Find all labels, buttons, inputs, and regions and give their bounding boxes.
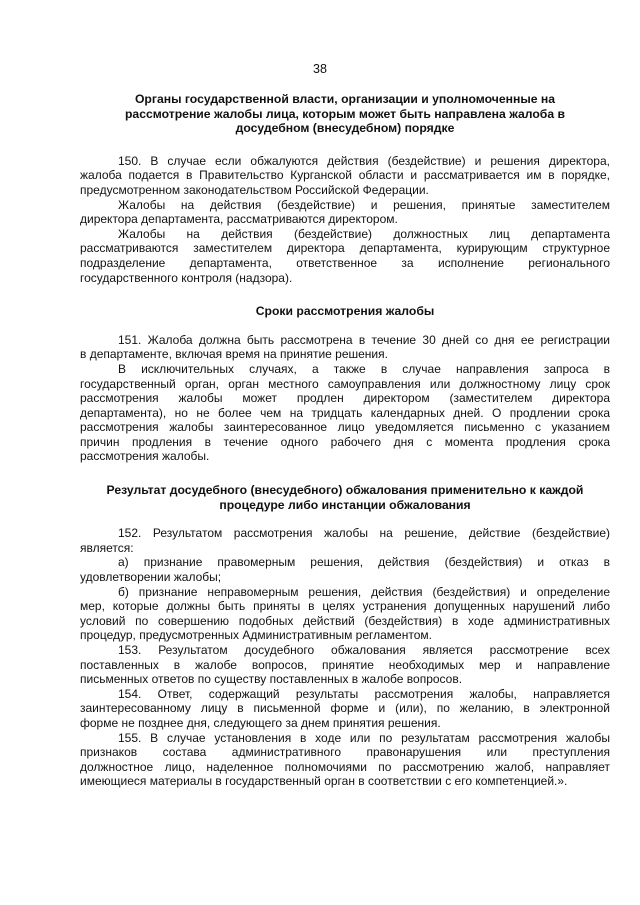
heading-line: досудебном (внесудебном) порядке (235, 121, 455, 136)
paragraph-line: заинтересованному лицу в письменной форме и (или), по желанию, в электронной (80, 701, 610, 716)
document-body (80, 92, 610, 789)
section-heading-review-deadlines (80, 304, 610, 319)
heading-line: Результат досудебного (внесудебного) обжалования применительно к каждой (106, 483, 584, 498)
paragraph-line: рассмотрения жалобы заинтересованное лицо уведомляется письменно с указанием (80, 420, 610, 435)
paragraph-line: 153. Результатом досудебного обжалования является рассмотрение всех (118, 643, 610, 657)
paragraph-line: департамента), но не более чем на тридцать календарных дней. О продлении срока (80, 405, 610, 420)
paragraph-line: б) признание неправомерным решения, действия (бездействия) и определение (118, 584, 610, 599)
section-text-review-deadlines (80, 333, 610, 464)
paragraph-line: удовлетворении жалобы; (80, 570, 222, 585)
page-number: 38 (313, 62, 327, 76)
paragraph-line: 152. Результатом рассмотрения жалобы на решение, действие (бездействие) (118, 526, 610, 541)
paragraph-line: процедур, предусмотренных Административным регламентом. (80, 628, 432, 643)
paragraph-line: мер, которые должны быть приняты в целях устранения допущенных нарушений либо (80, 599, 610, 614)
paragraph-line: Жалобы на действия (бездействие) и решения, принятые заместителем (118, 197, 610, 212)
heading-line: рассмотрение жалобы лица, которым может быть направлена жалоба в (124, 106, 565, 121)
paragraph-line: имеющиеся материалы в государственный орган в соответствии с его компетенцией.». (80, 774, 568, 789)
paragraph-line: 150. В случае если обжалуются действия (бездействие) и решения директора, (118, 153, 610, 168)
paragraph-line: признаков состава административного правонарушения или преступления (80, 745, 610, 760)
paragraph-line: государственного контроля (надзора). (80, 270, 293, 285)
heading-line: процедуре либо инстанции обжалования (219, 497, 471, 512)
paragraph-line: директора департамента, рассматриваются директором. (80, 212, 398, 227)
section-text-appeal-result (80, 526, 610, 789)
paragraph-line: письменных ответов по существу поставленных в жалобе вопросов. (80, 672, 463, 687)
paragraph-line: 155. В случае установления в ходе или по результатам рассмотрения жалобы (118, 730, 610, 745)
section-heading-appeal-result (80, 483, 610, 512)
paragraph-line: является: (80, 540, 134, 555)
paragraph-line: подразделение департамента, ответственное за исполнение регионального (80, 255, 610, 270)
paragraph-line: причин продления в течение одного рабочего дня с момента продления срока (80, 434, 610, 449)
paragraph-line: должностное лицо, наделенное полномочиями по рассмотрению жалоб, направляет (80, 759, 610, 774)
paragraph-line: условий по совершению подобных действий (бездействия) в ходе административных (80, 613, 610, 628)
paragraph-line: 154. Ответ, содержащий результаты рассмотрения жалобы, направляется (118, 686, 610, 701)
paragraph-line: поставленных в жалобе вопросов, принятие необходимых мер и направление (80, 657, 610, 672)
paragraph-line: жалоба подается в Правительство Курганской области и рассматривается им в порядке, (80, 168, 610, 183)
paragraph-line: рассмотрения жалобы. (80, 449, 210, 464)
paragraph-line: в департаменте, включая время на принятие решения. (80, 347, 388, 362)
paragraph-line: а) признание правомерным решения, действия (бездействия) и отказ в (118, 555, 610, 570)
section-heading-complaint-authorities (80, 92, 610, 136)
heading-line: Органы государственной власти, организации и уполномоченные на (134, 92, 556, 106)
paragraph-line: рассматриваются заместителем директора департамента, курирующим структурное (80, 241, 610, 256)
paragraph-line: Жалобы на действия (бездействие) должностных лиц департамента (118, 226, 610, 241)
paragraph-line: рассмотрения жалобы может продлен директором (заместителем директора (80, 391, 610, 406)
section-text-complaint-authorities (80, 154, 610, 285)
paragraph-line: предусмотренном законодательством Российской Федерации. (80, 182, 429, 197)
paragraph-line: 151. Жалоба должна быть рассмотрена в течение 30 дней со дня ее регистрации (118, 332, 610, 347)
paragraph-line: форме не позднее дня, следующего за днем принятия решения. (80, 715, 441, 730)
paragraph-line: В исключительных случаях, а также в случае направления запроса в (118, 361, 610, 376)
paragraph-line: государственный орган, орган местного самоуправления или должностному лицу срок (80, 376, 610, 391)
heading-line: Сроки рассмотрения жалобы (255, 304, 435, 319)
